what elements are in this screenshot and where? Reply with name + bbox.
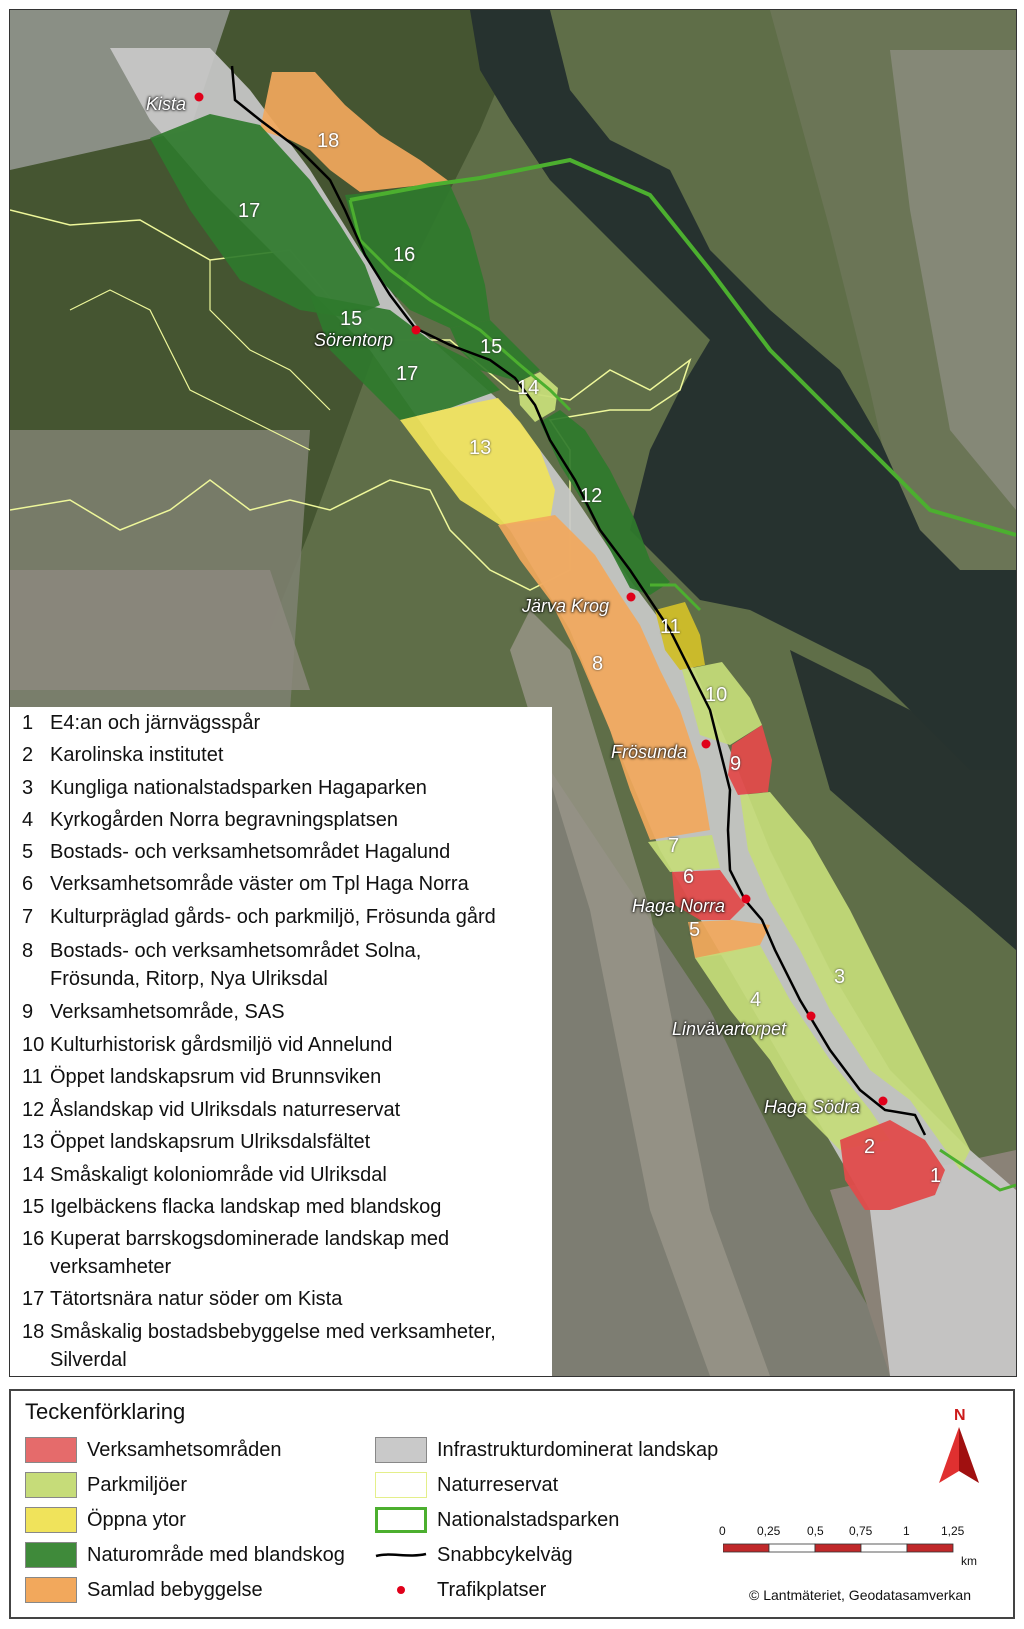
legend-label: Snabbcykelväg bbox=[437, 1544, 573, 1566]
zone-number: 1 bbox=[930, 1165, 942, 1187]
zone-number: 13 bbox=[469, 437, 492, 459]
zone-number: 7 bbox=[668, 835, 680, 857]
zone-number: 18 bbox=[317, 130, 340, 152]
scale-bar bbox=[719, 1524, 983, 1568]
scale-tick: 0,5 bbox=[807, 1524, 824, 1538]
trafikplats-marker-haga-sodra[interactable] bbox=[879, 1097, 888, 1106]
key-row: 9 Verksamhetsområde, SAS bbox=[22, 1001, 285, 1023]
zone-key-panel bbox=[10, 707, 552, 1377]
zone-number: 17 bbox=[396, 363, 419, 385]
zone-number: 9 bbox=[730, 753, 742, 775]
key-row: 4 Kyrkogården Norra begravningsplatsen bbox=[22, 809, 398, 831]
key-row: 5 Bostads- och verksamhetsområdet Hagalund bbox=[22, 841, 451, 863]
zone-number: 10 bbox=[705, 684, 728, 706]
key-row: 3 Kungliga nationalstadsparken Hagaparken bbox=[22, 777, 427, 799]
trafikplats-marker-sorentorp[interactable] bbox=[412, 326, 421, 335]
legend-swatch-nationalstadsparken bbox=[375, 1507, 427, 1533]
legend-swatch-trafikplats bbox=[375, 1577, 427, 1603]
trafikplats-marker-kista[interactable] bbox=[195, 93, 204, 102]
key-row: 18 Småskalig bostadsbebyggelse med verksamheter, Silverdal bbox=[22, 1321, 496, 1371]
key-row: 16 Kuperat barrskogsdominerade landskap med verksamheter bbox=[22, 1228, 450, 1278]
legend-swatch-snabbcykel bbox=[375, 1542, 427, 1568]
key-row: 8 Bostads- och verksamhetsområdet Solna, Frösunda, Ritorp, Nya Ulriksdal bbox=[22, 940, 422, 990]
trafikplats-marker-linvavartorpet[interactable] bbox=[807, 1012, 816, 1021]
zone-number: 2 bbox=[864, 1136, 876, 1158]
zone-number: 8 bbox=[592, 653, 604, 675]
zone-number: 4 bbox=[750, 989, 762, 1011]
place-label-haga-norra: Haga Norra bbox=[632, 896, 726, 916]
scale-tick: 0,25 bbox=[757, 1524, 781, 1538]
map-area[interactable] bbox=[9, 9, 1017, 1377]
legend-label: Verksamhetsområden bbox=[87, 1439, 282, 1461]
legend-label: Infrastrukturdominerat landskap bbox=[437, 1439, 719, 1461]
scale-bar-graphic bbox=[723, 1542, 983, 1556]
key-row: 12 Åslandskap vid Ulriksdals naturreservat bbox=[22, 1099, 401, 1121]
place-label-haga-sodra: Haga Södra bbox=[764, 1097, 861, 1117]
key-row: 14 Småskaligt koloniområde vid Ulriksdal bbox=[22, 1164, 387, 1186]
zone-number: 3 bbox=[834, 966, 846, 988]
legend-swatch-park bbox=[25, 1472, 77, 1498]
trafikplats-marker-haga-norra[interactable] bbox=[742, 895, 751, 904]
key-row: 2 Karolinska institutet bbox=[22, 744, 224, 766]
legend-label: Trafikplatser bbox=[437, 1579, 547, 1601]
place-label-frosunda: Frösunda bbox=[611, 742, 688, 762]
zone-number: 15 bbox=[340, 308, 363, 330]
legend-swatch-infra bbox=[375, 1437, 427, 1463]
key-row: 10 Kulturhistorisk gårdsmiljö vid Annelund bbox=[22, 1034, 393, 1056]
zone-number: 11 bbox=[660, 616, 681, 638]
key-row: 17 Tätortsnära natur söder om Kista bbox=[22, 1288, 343, 1310]
legend-swatch-verksamhet bbox=[25, 1437, 77, 1463]
trafikplats-marker-frosunda[interactable] bbox=[702, 740, 711, 749]
legend bbox=[9, 1389, 1015, 1619]
place-label-jarva-krog: Järva Krog bbox=[522, 596, 610, 616]
north-label: N bbox=[954, 1407, 966, 1424]
legend-title: Teckenförklaring bbox=[25, 1399, 186, 1424]
north-arrow-icon bbox=[935, 1407, 995, 1487]
zone-number: 15 bbox=[480, 336, 503, 358]
key-row: 7 Kulturpräglad gårds- och parkmiljö, Frösunda gård bbox=[22, 906, 496, 928]
scale-tick: 0,75 bbox=[849, 1524, 873, 1538]
legend-swatch-natur bbox=[25, 1542, 77, 1568]
scale-tick: 1 bbox=[903, 1524, 910, 1538]
copyright-credit: © Lantmäteriet, Geodatasamverkan bbox=[749, 1587, 971, 1603]
trafikplats-marker-jarva-krog[interactable] bbox=[627, 593, 636, 602]
legend-label: Nationalstadsparken bbox=[437, 1509, 620, 1531]
key-row: 13 Öppet landskapsrum Ulriksdalsfältet bbox=[22, 1131, 371, 1153]
legend-swatch-naturreservat bbox=[375, 1472, 427, 1498]
legend-label: Parkmiljöer bbox=[87, 1474, 188, 1496]
zone-number: 6 bbox=[683, 866, 695, 888]
legend-swatch-oppna bbox=[25, 1507, 77, 1533]
key-row: 15 Igelbäckens flacka landskap med blandskog bbox=[22, 1196, 442, 1218]
place-label-sorentorp: Sörentorp bbox=[314, 330, 394, 350]
zone-number: 12 bbox=[580, 485, 603, 507]
key-row: 6 Verksamhetsområde väster om Tpl Haga Norra bbox=[22, 873, 469, 895]
zone-number: 16 bbox=[393, 244, 416, 266]
place-label-linvavartorpet: Linvävartorpet bbox=[672, 1019, 787, 1039]
scale-tick: 1,25 bbox=[941, 1524, 965, 1538]
place-label-kista: Kista bbox=[146, 94, 187, 114]
zone-number: 5 bbox=[689, 919, 701, 941]
legend-label: Samlad bebyggelse bbox=[87, 1579, 263, 1601]
scale-tick: 0 bbox=[719, 1524, 726, 1538]
legend-label: Öppna ytor bbox=[87, 1509, 186, 1531]
key-row: 1 E4:an och järnvägsspår bbox=[22, 712, 261, 734]
key-row: 11 Öppet landskapsrum vid Brunnsviken bbox=[22, 1066, 382, 1088]
legend-swatch-samlad bbox=[25, 1577, 77, 1603]
zone-number: 17 bbox=[238, 200, 261, 222]
scale-unit: km bbox=[961, 1554, 977, 1568]
legend-label: Naturreservat bbox=[437, 1474, 559, 1496]
zone-number: 14 bbox=[517, 377, 540, 399]
legend-label: Naturområde med blandskog bbox=[87, 1544, 345, 1566]
